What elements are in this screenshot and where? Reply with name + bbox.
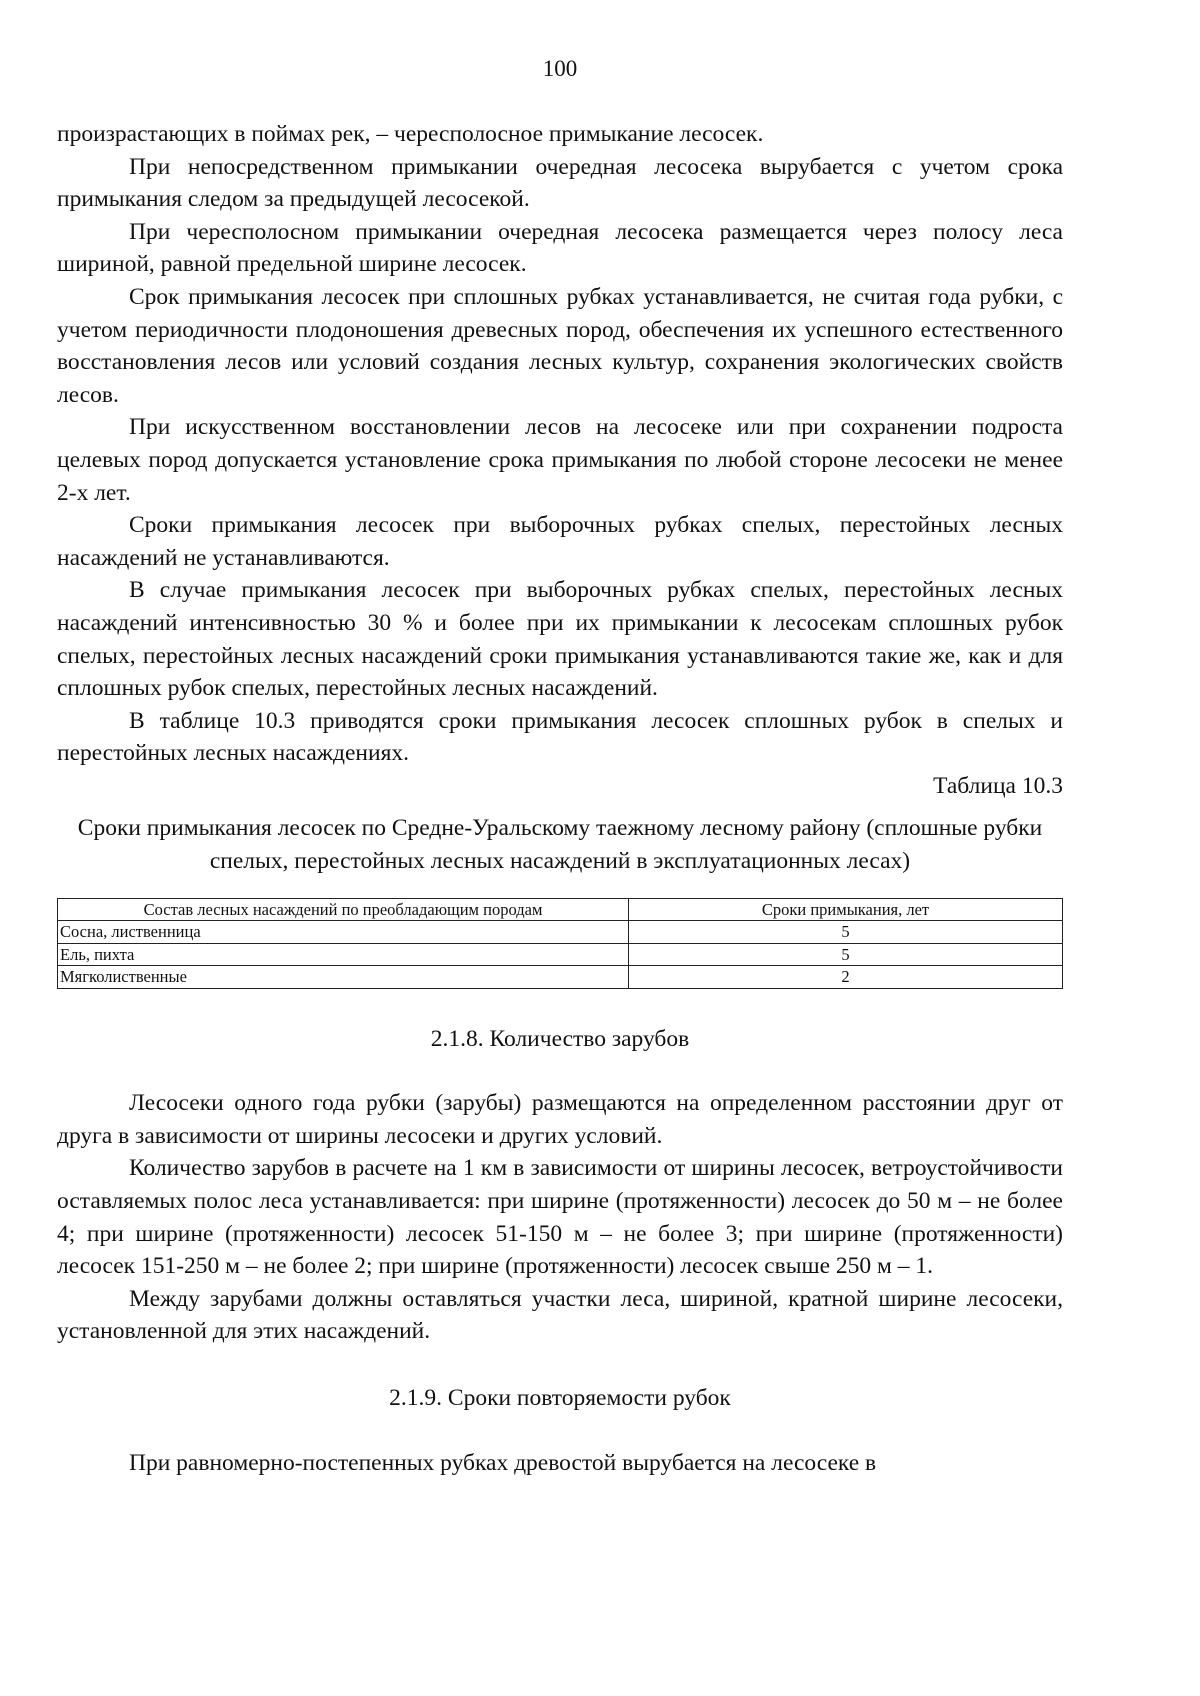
table-label: Таблица 10.3 [933,772,1063,799]
column-header-composition: Состав лесных насаждений по преобладающим породам [58,898,629,921]
page-body [57,118,1063,1479]
paragraph: произрастающих в поймах рек, – чересполосное примыкание лесосек. [57,121,764,147]
table-cell: 2 [629,966,1063,989]
adjacency-table [57,898,1063,989]
section-heading: 2.1.9. Сроки повторяемости рубок [389,1385,731,1411]
paragraph: При равномерно-постепенных рубках древостой вырубается на лесосеке в [129,1449,877,1476]
paragraph: Срок примыкания лесосек при сплошных рубках устанавливается, не считая года рубки, с учетом периодичности плодоношения древесных пород, обеспечения их успешного естественного восстановления лесов или условий создания лесных культур, сохранения экологических свойств лесов. [57,283,1063,408]
table-row [58,966,1063,989]
paragraph: Лесосеки одного года рубки (зарубы) размещаются на определенном расстоянии друг от друга в зависимости от ширины лесосеки и других условий. [57,1090,1063,1149]
table-cell: 5 [629,943,1063,966]
paragraph: При непосредственном примыкании очередная лесосека вырубается с учетом срока примыкания следом за предыдущей лесосекой. [57,153,1063,213]
paragraph: В случае примыкания лесосек при выборочных рубках спелых, перестойных лесных насаждений интенсивностью 30 % и более при их примыкании к лесосекам сплошных рубок спелых, перестойных лесных насаждений сроки примыкания устанавливаются такие же, как и для сплошных рубок спелых, перестойных лесных насаждений. [57,577,1063,702]
paragraph: Между зарубами должны оставляться участки леса, шириной, кратной ширине лесосеки, установленной для этих насаждений. [57,1285,1063,1345]
table-row [58,921,1063,944]
table-header-row [58,898,1063,921]
paragraph: В таблице 10.3 приводятся сроки примыкания лесосек сплошных рубок в спелых и перестойных лесных насаждениях. [57,707,1063,767]
table-caption: Сроки примыкания лесосек по Средне-Уральскому таежному лесному району (сплошные рубки спелых, перестойных лесных насаждений в эксплуатационных лесах) [77,815,1043,875]
page-number: 100 [542,56,578,81]
section-heading: 2.1.8. Количество зарубов [430,1025,690,1052]
column-header-terms: Сроки примыкания, лет [629,898,1063,921]
paragraph: При чересполосном примыкании очередная лесосека размещается через полосу леса шириной, равной предельной ширине лесосек. [57,218,1063,278]
table-cell: 5 [629,921,1063,944]
paragraph: При искусственном восстановлении лесов на лесосеке или при сохранении подроста целевых пород допускается установление срока примыкания по любой стороне лесосеки не менее 2-х лет. [57,414,1063,506]
table-cell: Ель, пихта [58,943,629,966]
paragraph: Количество зарубов в расчете на 1 км в зависимости от ширины лесосек, ветроустойчивости оставляемых полос леса устанавливается: при ширине (протяженности) лесосек до 50 м – не более 4; при ширине (протяженности) лесосек 51-150 м – не более 3; при ширине (протяженности) лесосек 151-250 м – не более 2; при ширине (протяженности) лесосек свыше 250 м – 1. [57,1155,1063,1280]
table-cell: Мягколиственные [58,966,629,989]
table-cell: Сосна, лиственница [58,921,629,944]
paragraph: Сроки примыкания лесосек при выборочных рубках спелых, перестойных лесных насаждений не устанавливаются. [57,512,1063,571]
table-row [58,943,1063,966]
